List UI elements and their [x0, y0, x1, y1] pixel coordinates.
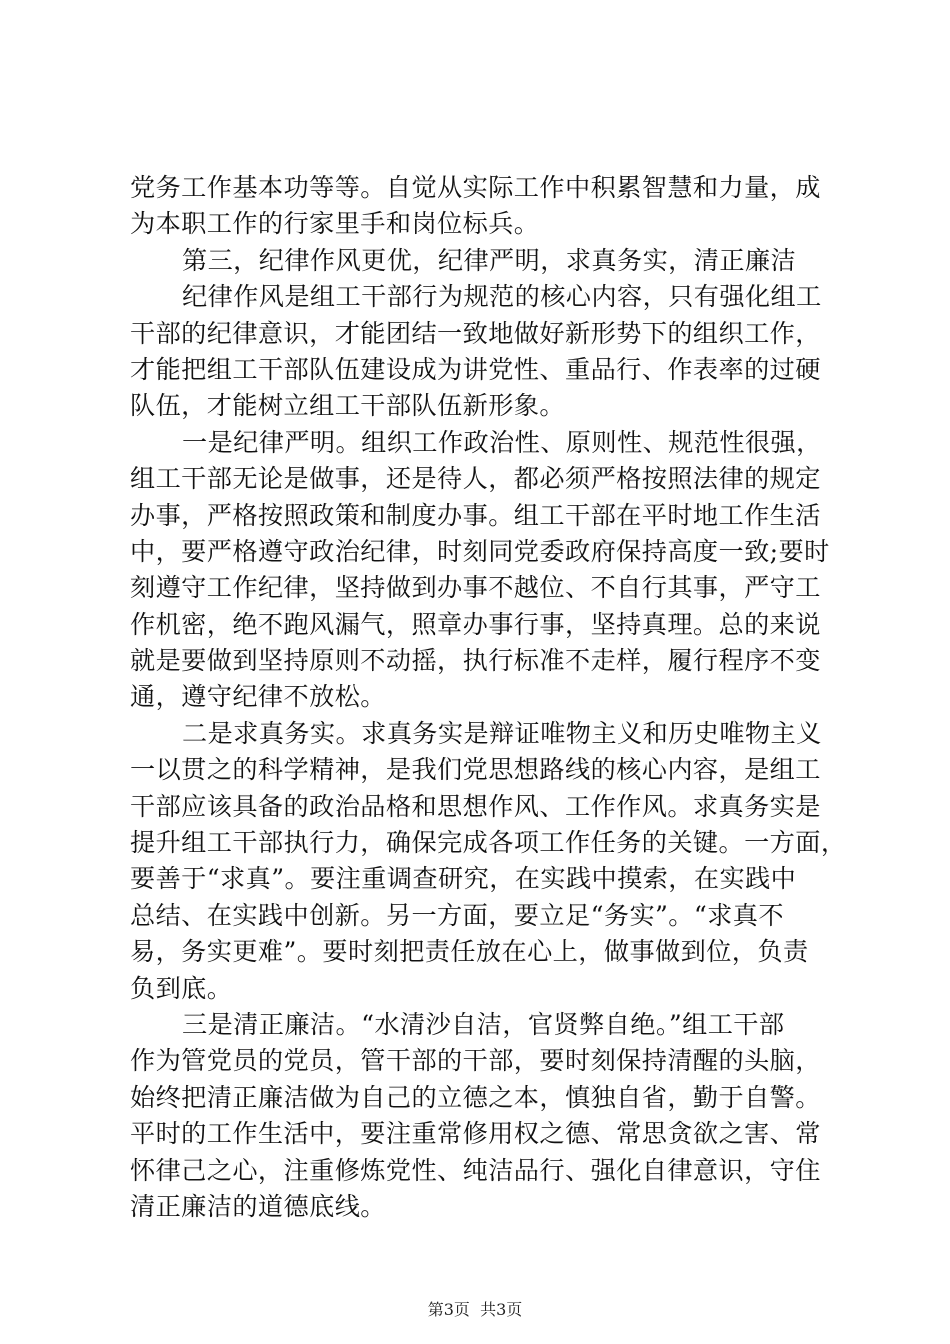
text-line: 二是求真务实。求真务实是辩证唯物主义和历史唯物主义: [182, 718, 822, 748]
page-footer: [0, 1300, 950, 1320]
text-line: 三是清正廉洁。“水清沙自洁，官贤弊自绝。”组工干部: [182, 1009, 785, 1039]
text-line: 易，务实更难”。要时刻把责任放在心上，做事做到位，负责: [130, 937, 809, 967]
text-line: 办事，严格按照政策和制度办事。组工干部在平时地工作生活: [130, 500, 821, 530]
text-line: 中，要严格遵守政治纪律，时刻同党委政府保持高度一致;要时: [130, 536, 830, 566]
text-line: 第三，纪律作风更优，纪律严明，求真务实，清正廉洁: [182, 245, 797, 275]
text-line: 通，遵守纪律不放松。: [130, 682, 386, 712]
text-line: 总结、在实践中创新。另一方面，要立足“务实”。“求真不: [130, 900, 784, 930]
text-line: 一是纪律严明。组织工作政治性、原则性、规范性很强，: [182, 427, 822, 457]
text-line: 刻遵守工作纪律，坚持做到办事不越位、不自行其事，严守工: [130, 573, 821, 603]
text-line: 要善于“求真”。要注重调查研究，在实践中摸索，在实践中: [130, 864, 797, 894]
text-line: 才能把组工干部队伍建设成为讲党性、重品行、作表率的过硬: [130, 354, 821, 384]
page-number-label: 第3页 共3页: [427, 1300, 523, 1319]
text-line: 清正廉洁的道德底线。: [130, 1191, 386, 1221]
text-line: 提升组工干部执行力，确保完成各项工作任务的关键。一方面，: [130, 828, 847, 858]
text-line: 干部的纪律意识，才能团结一致地做好新形势下的组织工作，: [130, 318, 821, 348]
text-line: 一以贯之的科学精神，是我们党思想路线的核心内容，是组工: [130, 755, 821, 785]
text-line: 平时的工作生活中，要注重常修用权之德、常思贪欲之害、常: [130, 1119, 821, 1149]
text-line: 组工干部无论是做事，还是待人，都必须严格按照法律的规定: [130, 464, 821, 494]
document-body: [130, 170, 847, 1225]
text-line: 纪律作风是组工干部行为规范的核心内容，只有强化组工: [182, 282, 822, 312]
text-line: 就是要做到坚持原则不动摇，执行标准不走样，履行程序不变: [130, 646, 821, 676]
text-line: 怀律己之心，注重修炼党性、纯洁品行、强化自律意识，守住: [130, 1155, 821, 1185]
text-line: 作为管党员的党员，管干部的干部，要时刻保持清醒的头脑，: [130, 1046, 821, 1076]
text-line: 作机密，绝不跑风漏气，照章办事行事，坚持真理。总的来说: [130, 609, 821, 639]
text-line: 干部应该具备的政治品格和思想作风、工作作风。求真务实是: [130, 791, 821, 821]
text-line: 党务工作基本功等等。自觉从实际工作中积累智慧和力量，成: [130, 173, 821, 202]
text-line: 负到底。: [130, 973, 233, 1003]
text-line: 队伍，才能树立组工干部队伍新形象。: [130, 391, 565, 421]
text-line: 为本职工作的行家里手和岗位标兵。: [130, 209, 540, 239]
text-line: 始终把清正廉洁做为自己的立德之本，慎独自省，勤于自警。: [130, 1082, 821, 1112]
